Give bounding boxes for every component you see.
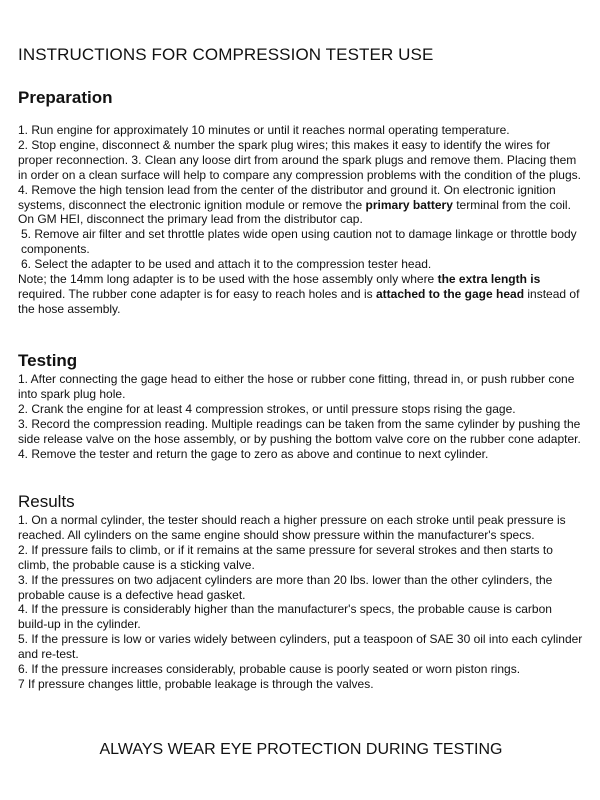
preparation-step-1: 1. Run engine for approximately 10 minutes or until it reaches normal operating temperature. [18,123,510,137]
preparation-step-4-bold: primary battery [365,197,453,212]
preparation-note-text-c: required. The rubber cone adapter is for easy to reach holes and is [18,286,376,301]
preparation-note-text-a: Note; the 14mm long adapter is to be used with the hose assembly only where [18,272,438,287]
results-item-1: 1. On a normal cylinder, the tester should reach a higher pressure on each stroke until peak pressure is reached. All cylinders on the same engine should show pressure within the manufacturer's specs. [18,513,566,542]
preparation-heading: Preparation [18,88,113,107]
testing-step-1: 1. After connecting the gage head to either the hose or rubber cone fitting, thread in, or push rubber cone into spark plug hole. [18,372,575,401]
preparation-note-bold-2: attached to the gage head [376,286,525,301]
document-title: INSTRUCTIONS FOR COMPRESSION TESTER USE [18,45,434,64]
testing-step-3: 3. Record the compression reading. Multiple readings can be taken from the same cylinder by pushing the side release valve on the hose assembly, or by pushing the bottom valve core on the rubber cone adapter. [18,416,581,446]
preparation-note [18,272,584,317]
results-section [18,513,584,692]
preparation-step-4-text-a: 4. Remove the high tension lead from the center of the distributor and ground it. On electronic ignition systems, disconnect the electronic ignition module or remove the [18,182,556,212]
preparation-step-2-3: 2. Stop engine, disconnect & number the spark plug wires; this makes it easy to identify the wires for proper reconnection. 3. Clean any loose dirt from around the spark plugs and remove them. Placing them in order on a clean surface will help to compare any compression problems with the condition of the plugs. [18,137,581,182]
preparation-step-4-text-c: terminal from the coil. On GM HEI, disconnect the primary lead from the distributor cap. [18,197,571,227]
testing-step-2: 2. Crank the engine for at least 4 compression strokes, or until pressure stops rising the gage. [18,401,516,416]
results-item-2: 2. If pressure fails to climb, or if it remains at the same pressure for several strokes and then starts to climb, the probable cause is a sticking valve. [18,542,553,572]
preparation-step-6: 6. Select the adapter to be used and attach it to the compression tester head. [21,257,432,272]
preparation-section [18,123,584,317]
testing-heading: Testing [18,351,78,370]
results-item-7: 7 If pressure changes little, probable leakage is through the valves. [18,676,374,691]
results-item-3: 3. If the pressures on two adjacent cylinders are more than 20 lbs. lower than the other cylinders, the probable cause is a defective head gasket. [18,572,553,602]
testing-section [18,372,584,461]
results-item-6: 6. If the pressure increases considerably, probable cause is poorly seated or worn piston rings. [18,662,521,677]
preparation-note-bold-1: the extra length is [437,272,541,287]
results-item-4: 4. If the pressure is considerably higher than the manufacturer's specs, the probable cause is carbon build-up in the cylinder. [18,602,552,632]
testing-step-4: 4. Remove the tester and return the gage to zero as above and continue to next cylinder. [18,446,489,461]
preparation-step-5: 5. Remove air filter and set throttle plates wide open using caution not to damage linkage or throttle body components. [21,227,577,257]
safety-warning: ALWAYS WEAR EYE PROTECTION DURING TESTING [99,741,503,758]
results-item-5: 5. If the pressure is low or varies widely between cylinders, put a teaspoon of SAE 30 oil into each cylinder and re-test. [18,632,583,662]
preparation-note-text-e: instead of the hose assembly. [18,286,580,316]
results-heading: Results [18,492,75,511]
preparation-step-4 [18,183,584,228]
